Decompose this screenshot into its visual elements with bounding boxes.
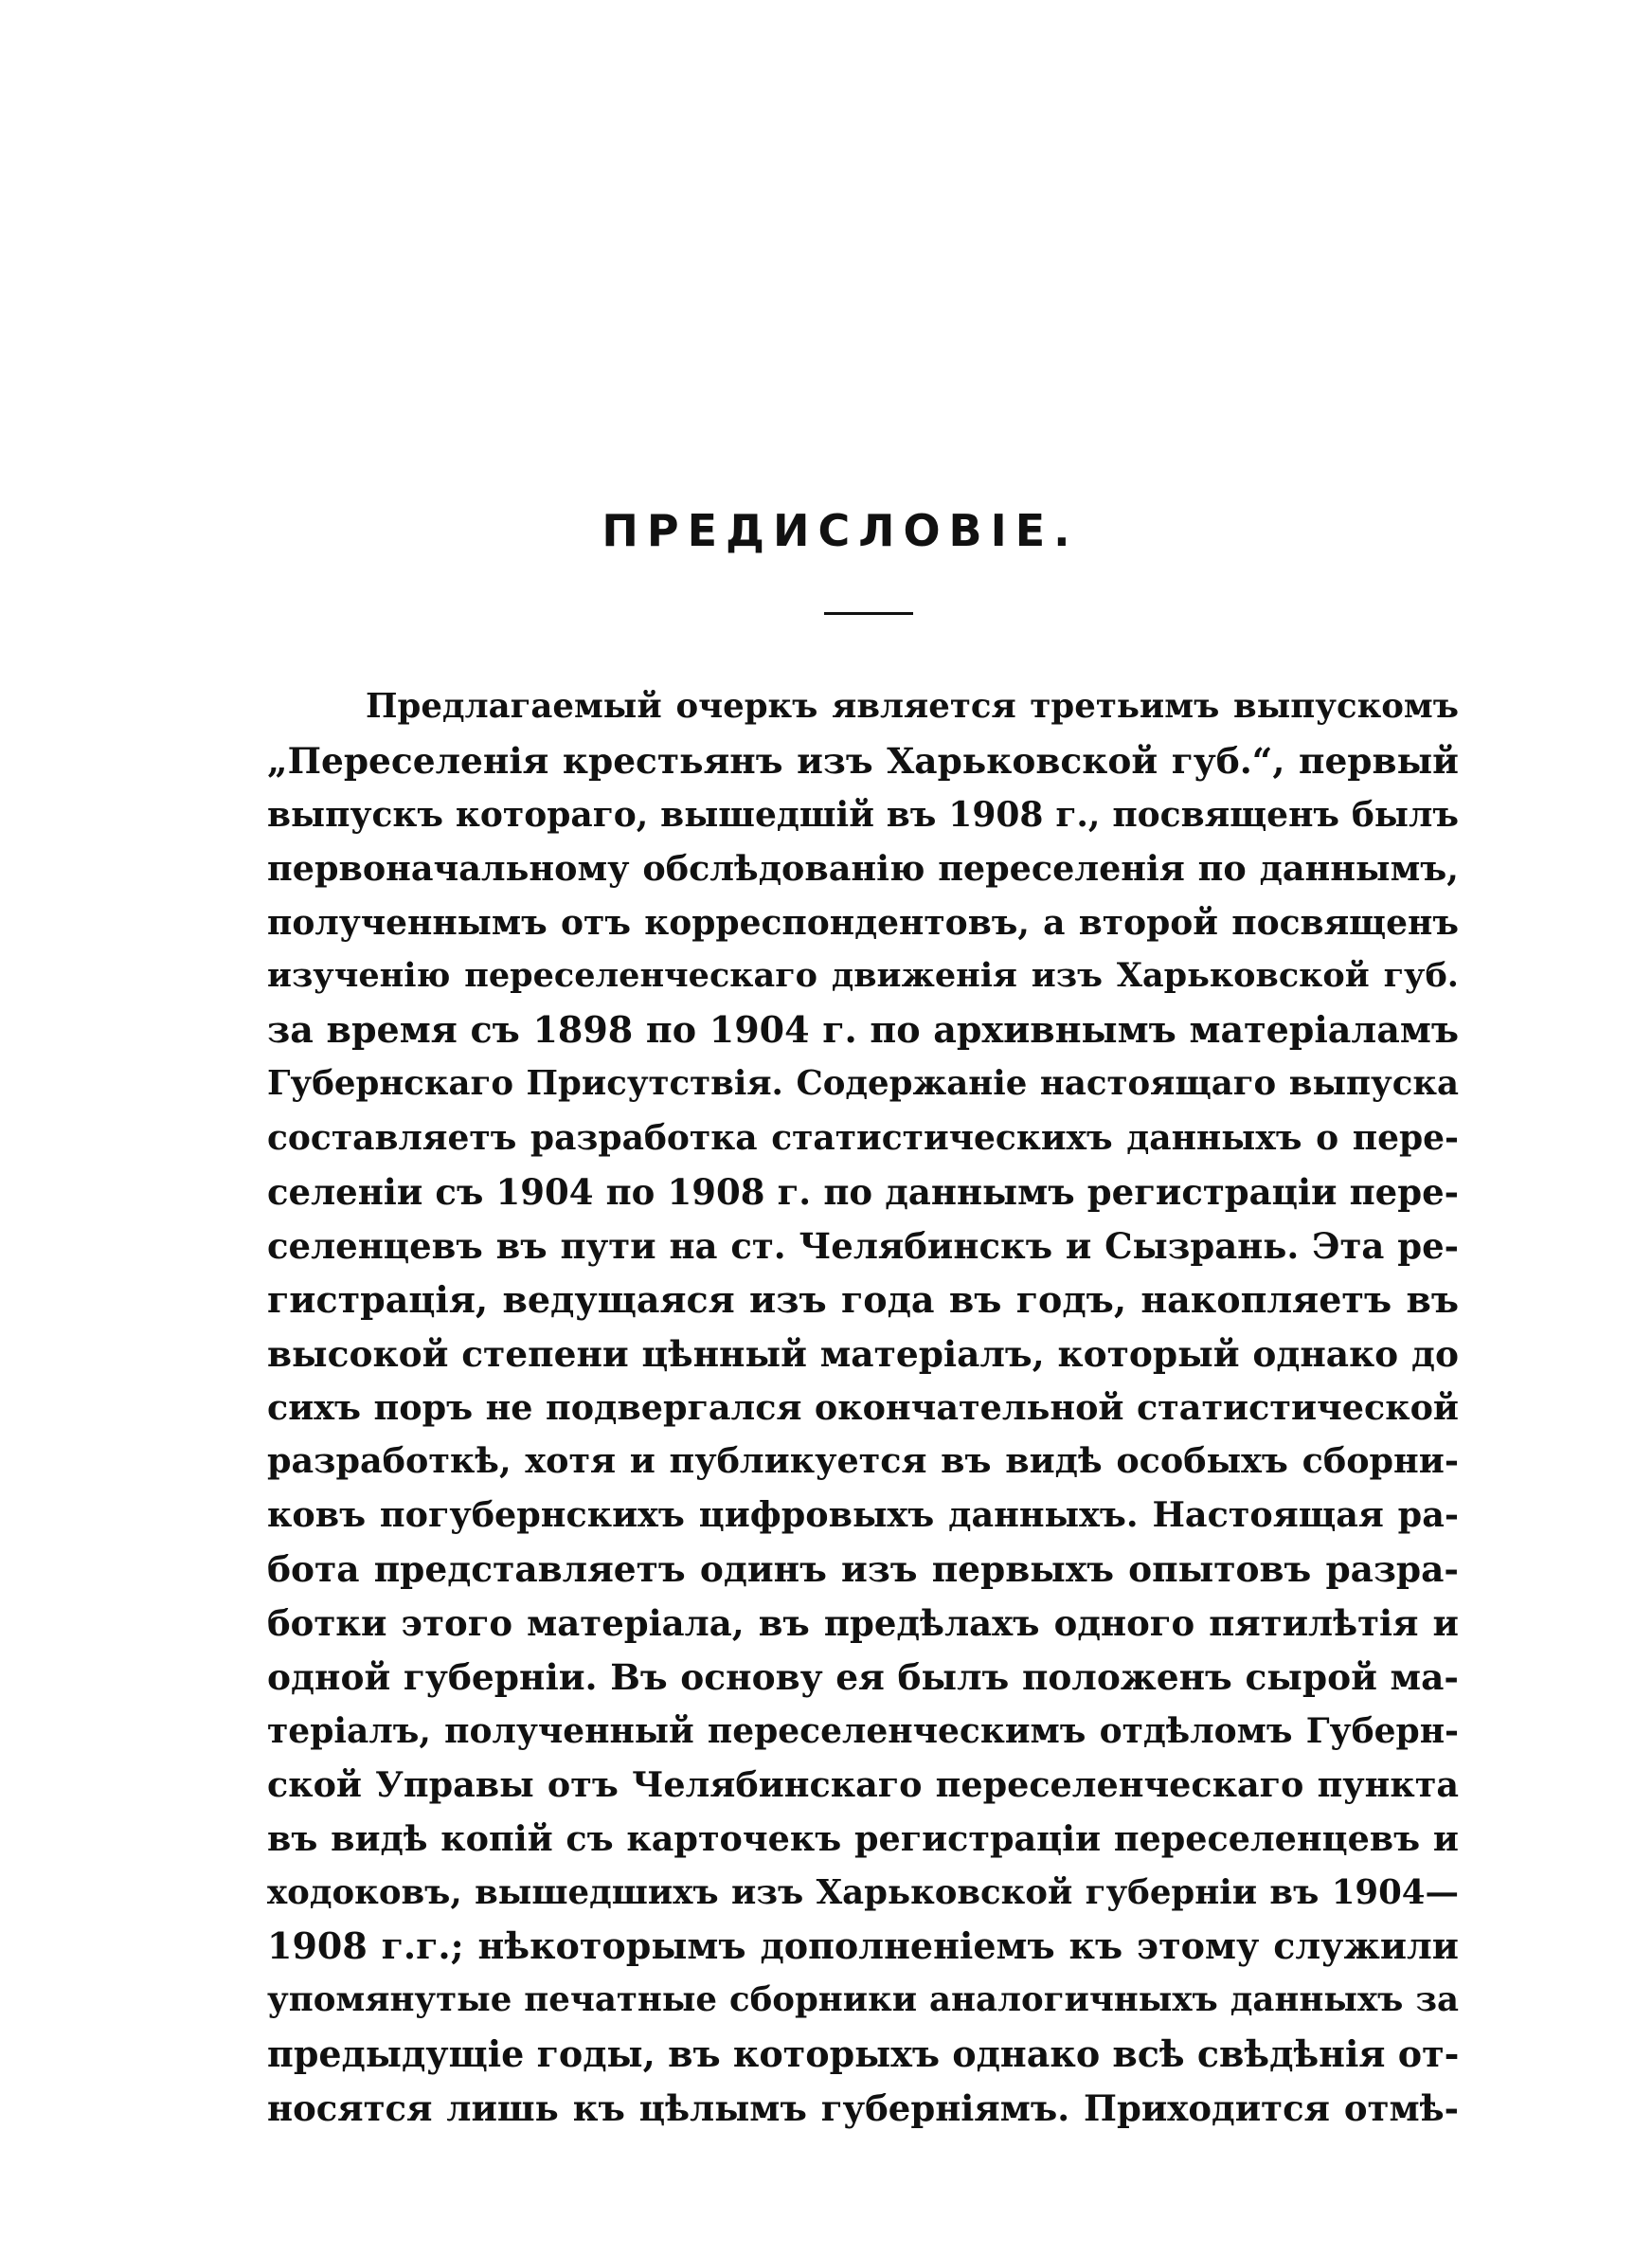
- text-line: ботки этого матеріала, въ предѣлахъ одного пятилѣтія и: [267, 1602, 1459, 1645]
- text-line: высокой степени цѣнный матеріалъ, который однако до: [267, 1332, 1459, 1375]
- text-line: селенцевъ въ пути на ст. Челябинскъ и Сызрань. Эта ре-: [267, 1224, 1459, 1267]
- text-line: 1908 г.г.; нѣкоторымъ дополненіемъ къ этому служили: [267, 1924, 1459, 1968]
- text-line: носятся лишь къ цѣлымъ губерніямъ. Приходится отмѣ-: [267, 2087, 1459, 2130]
- title-divider: [824, 612, 913, 615]
- text-line: выпускъ котораго, вышедшій въ 1908 г., посвященъ былъ: [267, 794, 1459, 835]
- text-line: ской Управы отъ Челябинскаго переселенческаго пункта: [267, 1763, 1459, 1805]
- text-line: упомянутые печатные сборники аналогичныхъ данныхъ за: [267, 1980, 1459, 2020]
- text-line: „Переселенія крестьянъ изъ Харьковской губ.“, первый: [267, 739, 1459, 782]
- text-line: одной губерніи. Въ основу ея былъ положенъ сырой ма-: [267, 1656, 1459, 1699]
- text-line: бота представляетъ одинъ изъ первыхъ опытовъ разра-: [267, 1548, 1459, 1591]
- text-line: ходоковъ, вышедшихъ изъ Харьковской губерніи въ 1904—: [267, 1872, 1459, 1912]
- text-line: теріалъ, полученный переселенческимъ отдѣломъ Губерн-: [267, 1710, 1459, 1751]
- text-line: сихъ поръ не подвергался окончательной статистической: [267, 1386, 1459, 1428]
- text-line: селеніи съ 1904 по 1908 г. по даннымъ регистраціи пере-: [267, 1171, 1459, 1214]
- text-line: гистрація, ведущаяся изъ года въ годъ, накопляетъ въ: [267, 1277, 1459, 1321]
- page-title: ПРЕДИСЛОВIЕ.: [602, 505, 1079, 556]
- text-line: за время съ 1898 по 1904 г. по архивнымъ матеріаламъ: [267, 1008, 1459, 1052]
- text-line: первоначальному обслѣдованію переселенія по даннымъ,: [267, 847, 1459, 889]
- text-line: составляетъ разработка статистическихъ данныхъ о пере-: [267, 1118, 1459, 1159]
- text-line: полученнымъ отъ корреспондентовъ, а второй посвященъ: [267, 902, 1459, 943]
- text-line: въ видѣ копій съ карточекъ регистраціи переселенцевъ и: [267, 1817, 1459, 1859]
- text-line: изученію переселенческаго движенія изъ Харьковской губ.: [267, 956, 1459, 996]
- text-line: ковъ погубернскихъ цифровыхъ данныхъ. Настоящая ра-: [267, 1494, 1459, 1536]
- text-line: Предлагаемый очеркъ является третьимъ выпускомъ: [366, 687, 1459, 726]
- text-line: Губернскаго Присутствія. Содержаніе настоящаго выпуска: [267, 1064, 1459, 1104]
- preface-body: [267, 680, 1459, 2136]
- text-line: предыдущіе годы, въ которыхъ однако всѣ свѣдѣнія от-: [267, 2032, 1460, 2076]
- text-line: разработкѣ, хотя и публикуется въ видѣ особыхъ сборни-: [267, 1440, 1459, 1482]
